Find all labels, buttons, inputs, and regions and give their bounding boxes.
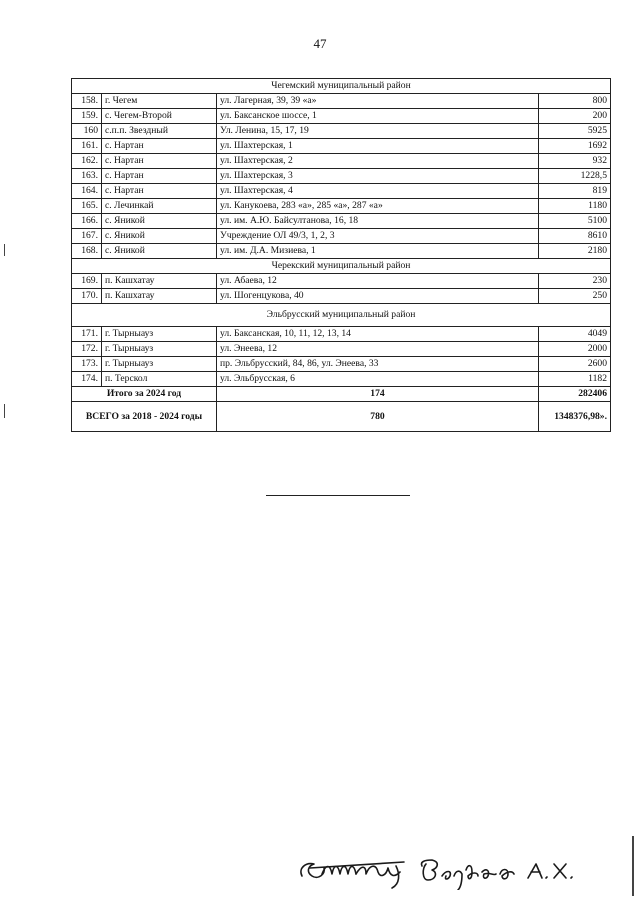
row-number: 171.	[72, 327, 102, 342]
row-number: 161.	[72, 139, 102, 154]
region-row	[72, 259, 611, 274]
table-row	[72, 199, 611, 214]
address-cell: ул. Шахтерская, 2	[217, 154, 539, 169]
table-row	[72, 357, 611, 372]
row-number: 166.	[72, 214, 102, 229]
value-cell: 932	[539, 154, 611, 169]
grand-total-row	[72, 402, 611, 432]
value-cell: 4049	[539, 327, 611, 342]
table-row	[72, 289, 611, 304]
value-cell: 1692	[539, 139, 611, 154]
settlement-cell: с. Лечинкай	[102, 199, 217, 214]
settlement-cell: г. Чегем	[102, 94, 217, 109]
housing-table	[71, 78, 611, 432]
value-cell: 5100	[539, 214, 611, 229]
row-number: 170.	[72, 289, 102, 304]
table-row	[72, 327, 611, 342]
address-cell: Учреждение ОЛ 49/3, 1, 2, 3	[217, 229, 539, 244]
table-row	[72, 214, 611, 229]
settlement-cell: с. Яникой	[102, 214, 217, 229]
value-cell: 2180	[539, 244, 611, 259]
value-cell: 5925	[539, 124, 611, 139]
value-cell: 800	[539, 94, 611, 109]
row-number: 168.	[72, 244, 102, 259]
address-cell: ул. им. А.Ю. Байсултанова, 16, 18	[217, 214, 539, 229]
table-row	[72, 274, 611, 289]
value-cell: 1228,5	[539, 169, 611, 184]
table-row	[72, 342, 611, 357]
value-cell: 8610	[539, 229, 611, 244]
grand-total-label: ВСЕГО за 2018 - 2024 годы	[72, 402, 217, 432]
table-row	[72, 244, 611, 259]
address-cell: ул. Энеева, 12	[217, 342, 539, 357]
total-count: 174	[217, 387, 539, 402]
address-cell: ул. Баксанская, 10, 11, 12, 13, 14	[217, 327, 539, 342]
region-title: Чегемский муниципальный район	[72, 79, 611, 94]
handwritten-signature	[296, 850, 596, 890]
address-cell: Ул. Ленина, 15, 17, 19	[217, 124, 539, 139]
table-row	[72, 139, 611, 154]
value-cell: 230	[539, 274, 611, 289]
settlement-cell: с. Нартан	[102, 154, 217, 169]
settlement-cell: с. Яникой	[102, 244, 217, 259]
region-row	[72, 304, 611, 327]
region-title: Эльбрусский муниципальный район	[72, 304, 611, 327]
row-number: 165.	[72, 199, 102, 214]
table-row	[72, 169, 611, 184]
row-number: 173.	[72, 357, 102, 372]
value-cell: 2600	[539, 357, 611, 372]
address-cell: пр. Эльбрусский, 84, 86, ул. Энеева, 33	[217, 357, 539, 372]
settlement-cell: г. Тырныауз	[102, 357, 217, 372]
settlement-cell: п. Терскол	[102, 372, 217, 387]
address-cell: ул. Эльбрусская, 6	[217, 372, 539, 387]
value-cell: 200	[539, 109, 611, 124]
region-title: Черекский муниципальный район	[72, 259, 611, 274]
table-row	[72, 229, 611, 244]
settlement-cell: с. Нартан	[102, 184, 217, 199]
settlement-cell: г. Тырныауз	[102, 327, 217, 342]
row-number: 163.	[72, 169, 102, 184]
table-row	[72, 154, 611, 169]
scan-mark	[4, 244, 5, 256]
table-row	[72, 124, 611, 139]
address-cell: ул. Баксанское шоссе, 1	[217, 109, 539, 124]
total-row	[72, 387, 611, 402]
page-number: 47	[313, 36, 327, 51]
settlement-cell: п. Кашхатау	[102, 274, 217, 289]
row-number: 174.	[72, 372, 102, 387]
value-cell: 1180	[539, 199, 611, 214]
end-divider	[266, 495, 410, 496]
settlement-cell: г. Тырныауз	[102, 342, 217, 357]
settlement-cell: с.п.п. Звездный	[102, 124, 217, 139]
row-number: 158.	[72, 94, 102, 109]
address-cell: ул. Шахтерская, 3	[217, 169, 539, 184]
row-number: 162.	[72, 154, 102, 169]
table-row	[72, 372, 611, 387]
region-row	[72, 79, 611, 94]
settlement-cell: с. Нартан	[102, 169, 217, 184]
address-cell: ул. Абаева, 12	[217, 274, 539, 289]
address-cell: ул. Канукоева, 283 «а», 285 «а», 287 «а»	[217, 199, 539, 214]
settlement-cell: с. Яникой	[102, 229, 217, 244]
value-cell: 2000	[539, 342, 611, 357]
address-cell: ул. Лагерная, 39, 39 «а»	[217, 94, 539, 109]
address-cell: ул. Шахтерская, 1	[217, 139, 539, 154]
settlement-cell: п. Кашхатау	[102, 289, 217, 304]
settlement-cell: с. Чегем-Второй	[102, 109, 217, 124]
row-number: 167.	[72, 229, 102, 244]
grand-total-count: 780	[217, 402, 539, 432]
value-cell: 250	[539, 289, 611, 304]
value-cell: 1182	[539, 372, 611, 387]
row-number: 159.	[72, 109, 102, 124]
scan-mark	[4, 404, 5, 418]
scan-mark	[632, 836, 634, 896]
settlement-cell: с. Нартан	[102, 139, 217, 154]
total-label: Итого за 2024 год	[72, 387, 217, 402]
grand-total-value: 1348376,98».	[539, 402, 611, 432]
row-number: 164.	[72, 184, 102, 199]
value-cell: 819	[539, 184, 611, 199]
row-number: 172.	[72, 342, 102, 357]
table-row	[72, 184, 611, 199]
address-cell: ул. им. Д.А. Мизиева, 1	[217, 244, 539, 259]
table-row	[72, 109, 611, 124]
row-number: 160	[72, 124, 102, 139]
address-cell: ул. Шогенцукова, 40	[217, 289, 539, 304]
total-value: 282406	[539, 387, 611, 402]
table-row	[72, 94, 611, 109]
row-number: 169.	[72, 274, 102, 289]
address-cell: ул. Шахтерская, 4	[217, 184, 539, 199]
